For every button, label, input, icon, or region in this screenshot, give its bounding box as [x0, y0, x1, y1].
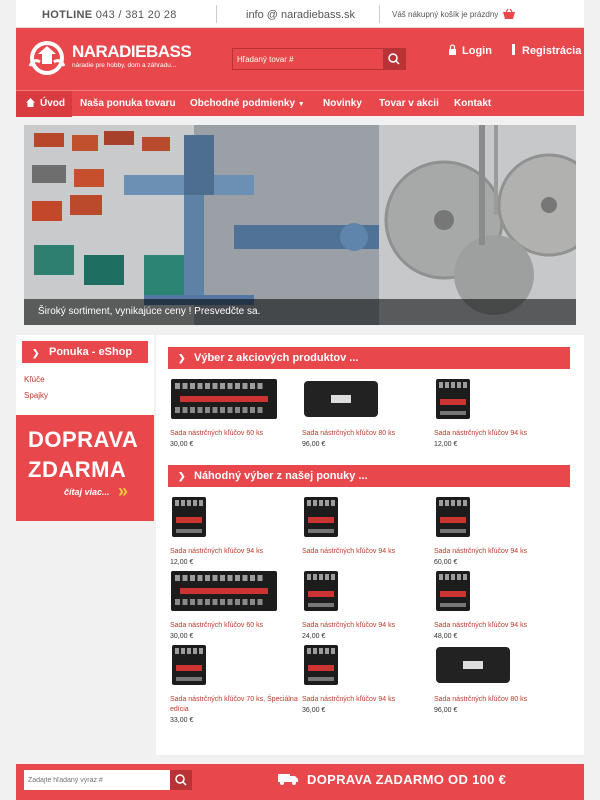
shopping-basket-icon[interactable]: [502, 8, 516, 20]
promo-line-2: ZDARMA: [28, 457, 127, 482]
search-input[interactable]: [233, 49, 383, 69]
hero-image: [24, 125, 576, 325]
hotline-label: HOTLINE: [42, 9, 93, 21]
sidebar-item-keys[interactable]: Kľúče: [24, 375, 45, 384]
product-name[interactable]: Sada nástrčných kľúčov 94 ks: [302, 622, 396, 629]
nav-label: Obchodné podmienky: [190, 98, 296, 109]
main-nav: [16, 90, 584, 116]
header-search: [232, 48, 406, 70]
section-title-random: [168, 465, 570, 487]
free-shipping-promo[interactable]: [16, 415, 154, 521]
product-card[interactable]: [302, 377, 432, 449]
register-label: Registrácia: [522, 45, 582, 57]
section-title-action: [168, 347, 570, 369]
product-image[interactable]: [434, 495, 472, 539]
hotline-number[interactable]: 043 / 381 20 28: [95, 9, 177, 21]
nav-item-news[interactable]: Novinky: [323, 98, 362, 109]
truck-icon: [278, 772, 298, 786]
login-label: Login: [462, 45, 492, 57]
cart-status[interactable]: Váš nákupný košík je prázdny: [392, 10, 499, 19]
contact-email[interactable]: info @ naradiebass.sk: [246, 9, 356, 21]
logo-title[interactable]: NARADIEBASS: [72, 42, 192, 61]
product-name[interactable]: Sada nástrčných kľúčov 80 ks: [434, 696, 528, 703]
lock-icon: [448, 44, 457, 55]
search-icon: [170, 770, 192, 790]
chevron-right-icon: ❯: [178, 471, 186, 481]
promo-line-1: DOPRAVA: [28, 427, 139, 452]
product-card[interactable]: [302, 569, 432, 641]
divider: [216, 5, 217, 23]
main-content: [156, 335, 584, 755]
product-image[interactable]: [302, 495, 340, 539]
hero-banner[interactable]: [24, 125, 576, 325]
product-image[interactable]: [434, 377, 472, 421]
product-name[interactable]: Sada nástrčných kľúčov 94 ks: [434, 622, 528, 629]
logo-icon[interactable]: [26, 36, 68, 78]
logo-subtitle: náradie pre hobby, dom a záhradu...: [72, 62, 177, 69]
nav-item-offer[interactable]: Naša ponuka tovaru: [80, 98, 176, 109]
sidebar-item-spajky[interactable]: Spajky: [24, 391, 49, 400]
product-price: 36,00 €: [302, 707, 326, 714]
product-price: 96,00 €: [434, 707, 458, 714]
product-image[interactable]: [170, 495, 208, 539]
product-image[interactable]: [302, 377, 380, 421]
product-card[interactable]: [302, 643, 432, 715]
product-card[interactable]: [434, 495, 564, 567]
sidebar-menu: [16, 335, 154, 415]
product-price: 48,00 €: [434, 633, 458, 640]
product-card[interactable]: [170, 643, 300, 724]
product-card[interactable]: [434, 377, 564, 449]
product-name[interactable]: Sada nástrčných kľúčov 94 ks: [302, 548, 396, 555]
section-title-label: Náhodný výber z našej ponuky ...: [194, 470, 368, 482]
product-image[interactable]: [170, 377, 278, 421]
footer-bar: [16, 764, 584, 800]
product-image[interactable]: [170, 569, 278, 613]
home-icon: [26, 98, 35, 107]
product-price: 96,00 €: [302, 441, 326, 448]
product-price: 30,00 €: [170, 633, 194, 640]
product-name[interactable]: Sada nástrčných kľúčov 60 ks: [170, 430, 264, 437]
site-header: [16, 28, 584, 90]
product-card[interactable]: [170, 377, 300, 449]
product-image[interactable]: [170, 643, 208, 687]
product-name[interactable]: Sada nástrčných kľúčov 94 ks: [170, 548, 264, 555]
divider: [379, 5, 380, 23]
section-title-label: Výber z akciových produktov ...: [194, 352, 359, 364]
product-name[interactable]: Sada nástrčných kľúčov 70 ks, Špeciálna edícia: [170, 696, 298, 713]
product-price: 12,00 €: [170, 559, 194, 566]
hero-caption: Široký sortiment, vynikajúce ceny ! Presvedčte sa.: [38, 306, 261, 317]
product-card[interactable]: [170, 569, 300, 641]
nav-item-terms[interactable]: [190, 98, 305, 109]
product-name[interactable]: Sada nástrčných kľúčov 60 ks: [170, 622, 264, 629]
double-chevron-icon: »: [118, 481, 129, 501]
product-price: 12,00 €: [434, 441, 458, 448]
product-image[interactable]: [302, 569, 340, 613]
sidebar-title-label: Ponuka - eShop: [49, 346, 133, 358]
product-price: 24,00 €: [302, 633, 326, 640]
product-card[interactable]: [434, 569, 564, 641]
product-price: 60,00 €: [434, 559, 458, 566]
product-price: 33,00 €: [170, 717, 194, 724]
user-icon: [510, 44, 517, 55]
product-image[interactable]: [302, 643, 340, 687]
footer-search-button[interactable]: [170, 770, 192, 790]
search-button[interactable]: [383, 49, 405, 69]
nav-item-contact[interactable]: Kontakt: [454, 98, 492, 109]
hotline: [42, 9, 177, 21]
product-card[interactable]: [434, 643, 564, 715]
login-link[interactable]: [448, 44, 492, 57]
sidebar-title: [22, 341, 148, 363]
product-card[interactable]: [170, 495, 300, 567]
footer-search-input[interactable]: [24, 770, 170, 790]
top-bar: [16, 0, 584, 28]
promo-read-more[interactable]: čítaj viac...: [64, 487, 110, 497]
product-card[interactable]: [302, 495, 432, 567]
product-name[interactable]: Sada nástrčných kľúčov 80 ks: [302, 430, 396, 437]
search-icon: [383, 49, 405, 69]
register-link[interactable]: [510, 44, 581, 57]
product-name[interactable]: Sada nástrčných kľúčov 94 ks: [434, 548, 528, 555]
chevron-right-icon: ❯: [32, 348, 40, 358]
product-price: 30,00 €: [170, 441, 194, 448]
product-image[interactable]: [434, 569, 472, 613]
product-name[interactable]: Sada nástrčných kľúčov 94 ks: [302, 696, 396, 703]
nav-label: Úvod: [40, 98, 65, 109]
nav-item-home[interactable]: [26, 98, 65, 109]
product-image[interactable]: [434, 643, 512, 687]
product-name[interactable]: Sada nástrčných kľúčov 94 ks: [434, 430, 528, 437]
chevron-right-icon: ❯: [178, 353, 186, 363]
caret-down-icon: ▼: [297, 101, 305, 108]
nav-item-sale[interactable]: Tovar v akcii: [379, 98, 439, 109]
free-shipping-banner: DOPRAVA ZADARMO OD 100 €: [307, 772, 507, 787]
